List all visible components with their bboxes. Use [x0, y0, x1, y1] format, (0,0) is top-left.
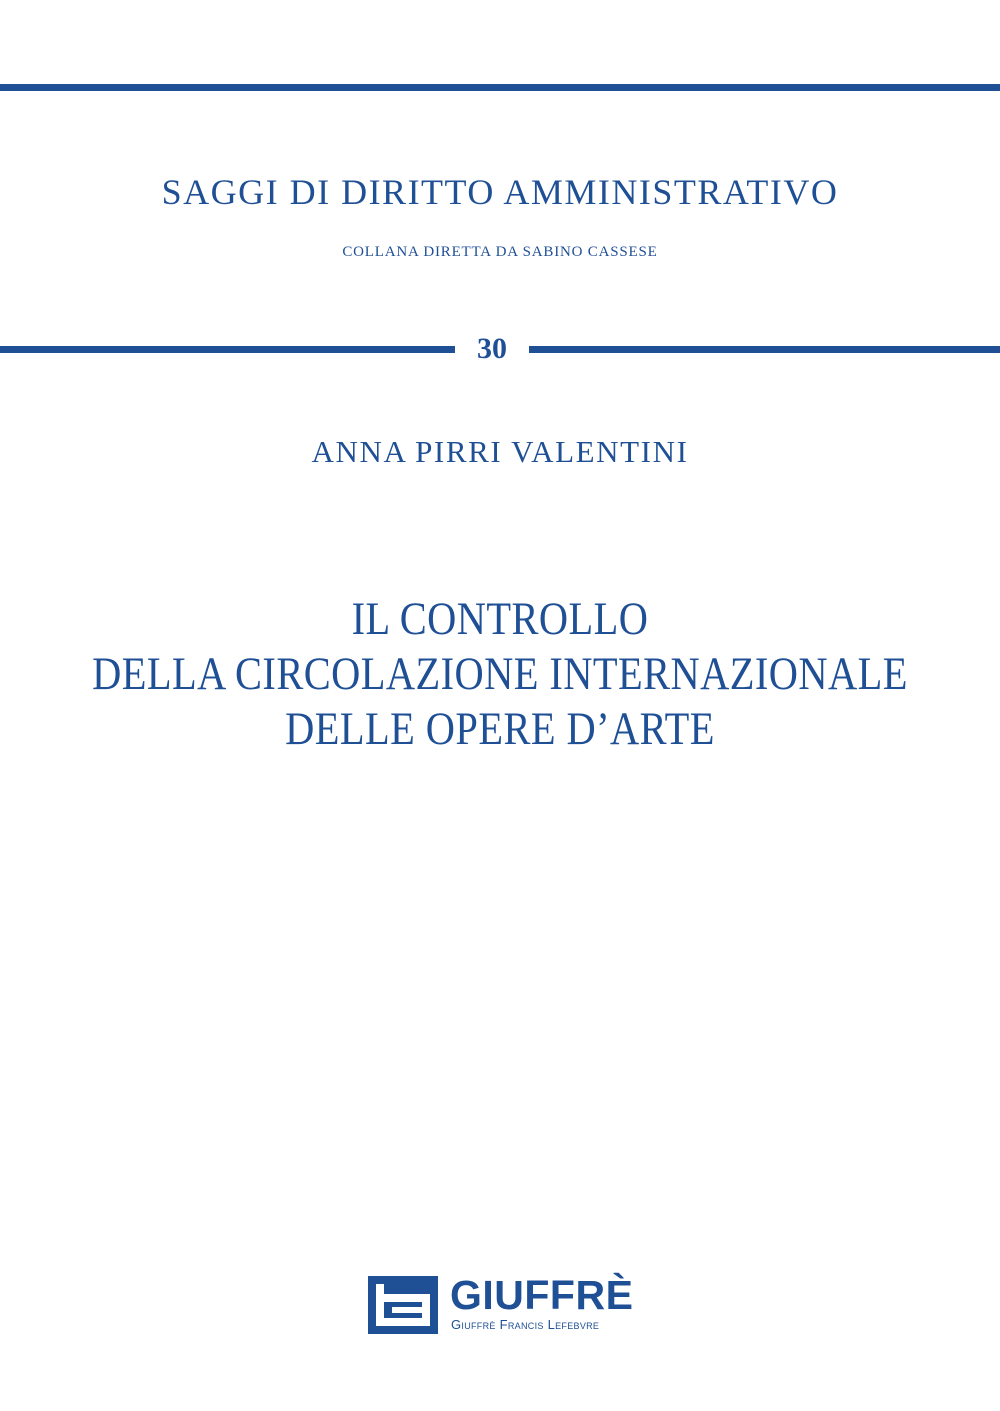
book-title	[70, 592, 930, 757]
publisher-name: GIUFFRÈ	[450, 1272, 634, 1318]
book-title-line-3: DELLE OPERE D’ARTE	[285, 703, 715, 755]
publisher-subtitle: Giuffrè Francis Lefebvre	[451, 1317, 600, 1332]
publisher-logo	[368, 1272, 648, 1336]
series-title: SAGGI DI DIRITTO AMMINISTRATIVO	[161, 172, 839, 212]
author-name: ANNA PIRRI VALENTINI	[311, 434, 689, 469]
top-divider-rule	[0, 84, 1000, 91]
volume-number: 30	[477, 332, 507, 365]
book-title-line-2: DELLA CIRCOLAZIONE INTERNAZIONALE	[92, 648, 908, 700]
middle-divider-rule-right	[529, 346, 1000, 353]
giuffre-logo-mark-icon	[368, 1276, 438, 1334]
series-subtitle: COLLANA DIRETTA DA SABINO CASSESE	[342, 244, 658, 260]
book-title-line-1: IL CONTROLLO	[351, 593, 649, 645]
middle-divider-rule-left	[0, 346, 455, 353]
